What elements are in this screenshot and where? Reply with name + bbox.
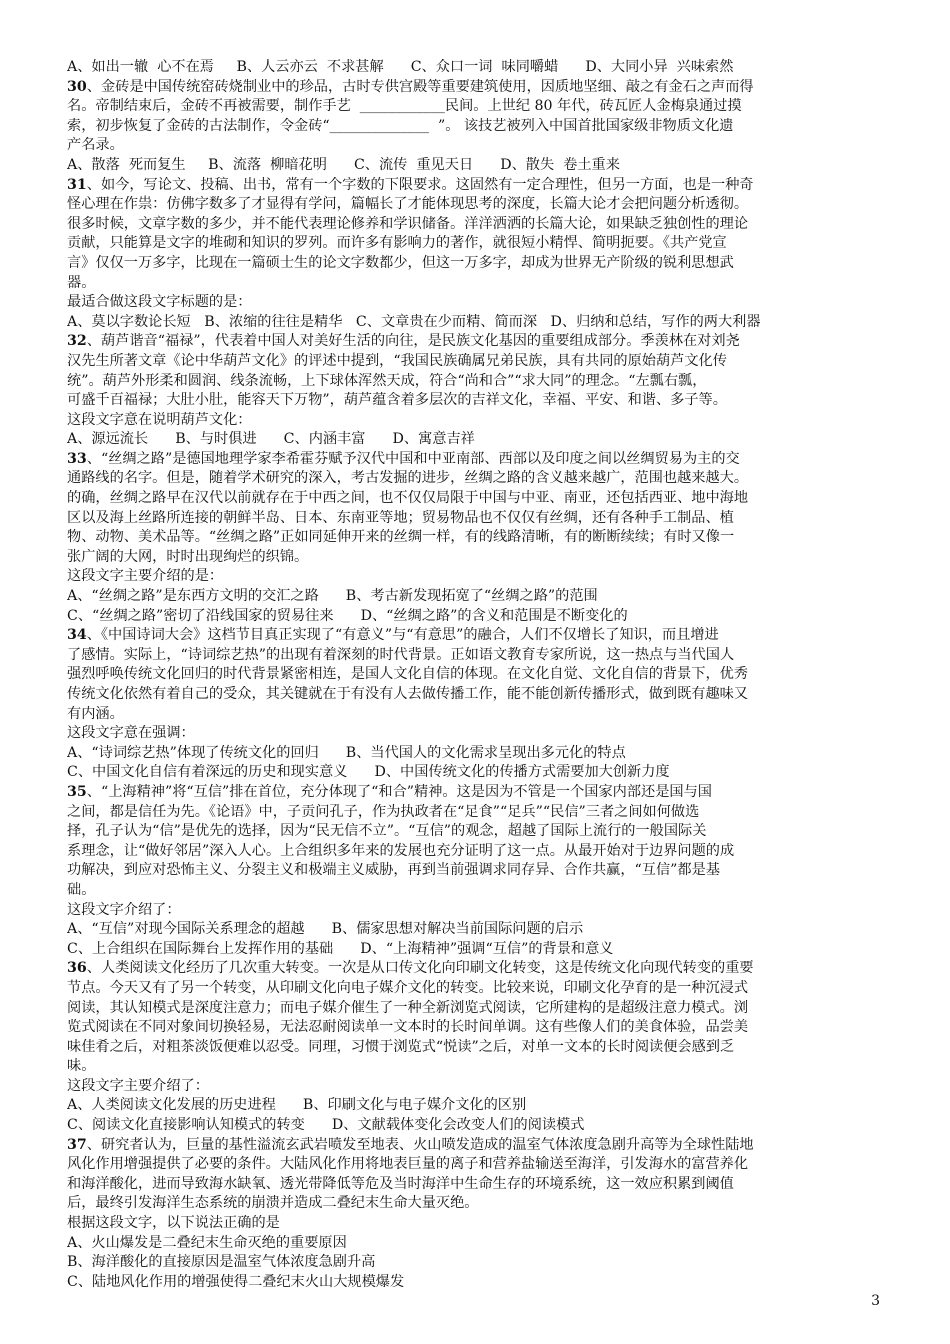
question-35: 35、“上海精神”将“互信”排在首位，充分体现了“和合”精神。这是因为不管是一个国家内部还是国与国 之间，都是信任为先。《论语》中，子贡问孔子，作为执政者在“足食”“足兵”“民信”三者之间如何做选 择，孔子认为“信”是优先的选择，因为“民无信不立”。“互信”的观念，超越了国际上流行的一般国际关 系理念，让“做好邻居”深入人心。上合组织多年来的发展也充分证明了这一点。从最开始对于边界问题的成 功解决，到应对恐怖主义、分裂主义和极端主义威胁，再到当前强调求同存异、合作共赢，“互信”都是基 础。 这段文字介绍了： A、“互信”对现今国际关系理念的超越 B、儒家思想对解决当前国际问题的启示 C、上合组织在国际舞台上发挥作用的基础 D、“上海精神”强调“互信”的背景和意义 <box>67 783 889 959</box>
question-stem: 这段文字意在强调： <box>67 725 195 742</box>
question-stem: 这段文字主要介绍了： <box>67 1077 209 1094</box>
option-line: A、火山爆发是二叠纪末生命灭绝的重要原因 <box>67 1234 347 1251</box>
question-36: 36、人类阅读文化经历了几次重大转变。一次是从口传文化向印刷文化转变，这是传统文化向现代转变的重要 节点。今天又有了另一个转变，从印刷文化向电子媒介文化的转变。比较来说，印刷文化孕育的是一种沉浸式 阅读，其认知模式是深度注意力；而电子媒介催生了一种全新浏览式阅读，它所建构的是超级注意力模式。浏 览式阅读在不同对象间切换轻易，无法忍耐阅读单一文本时的长时间单调。这有些像人们的美食体验，品尝美 味佳肴之后，对粗茶淡饭便难以忍受。同理，习惯于浏览式“悦读”之后，对单一文本的长时阅读便会感到乏 味。 这段文字主要介绍了： A、人类阅读文化发展的历史进程 B、印刷文化与电子媒介文化的区别 C、阅读文化直接影响认知模式的转变 D、文献载体变化会改变人们的阅读模式 <box>67 959 889 1135</box>
option-line: C、上合组织在国际舞台上发挥作用的基础 D、“上海精神”强调“互信”的背景和意义 <box>67 940 614 957</box>
question-number: 31 <box>67 176 87 193</box>
question-33: 33、“丝绸之路”是德国地理学家李希霍芬赋予汉代中国和中亚南部、西部以及印度之间以丝绸贸易为主的交 通路线的名字。但是，随着学术研究的深入，考古发掘的进步，丝绸之路的含义越来越广，范围也越来越大。 的确，丝绸之路早在汉代以前就存在于中西之间，也不仅仅局限于中国与中亚、南亚，还包括西亚、地中海地 区以及海上丝路所连接的朝鲜半岛、日本、东南亚等地；贸易物品也不仅仅有丝绸，还有各种手工制品、植 物、动物、美术品等。“丝绸之路”正如同延伸开来的丝绸一样，有的线路清晰，有的断断续续；有时又像一 张广阔的大网，时时出现绚烂的织锦。 这段文字主要介绍的是： A、“丝绸之路”是东西方文明的交汇之路 B、考古新发现拓宽了“丝绸之路”的范围 C、“丝绸之路”密切了沿线国家的贸易往来 D、“丝绸之路”的含义和范围是不断变化的 <box>67 450 889 626</box>
option-line: C、中国文化自信有着深远的历史和现实意义 D、中国传统文化的传播方式需要加大创新力度 <box>67 764 670 781</box>
option-line: A、“丝绸之路”是东西方文明的交汇之路 B、考古新发现拓宽了“丝绸之路”的范围 <box>67 588 598 605</box>
option-line: A、“诗词综艺热”体现了传统文化的回归 B、当代国人的文化需求呈现出多元化的特点 <box>67 744 626 761</box>
question-stem: 最适合做这段文字标题的是： <box>67 294 252 311</box>
question-content <box>67 58 889 1292</box>
q30-options: A、散落 死而复生 B、流落 柳暗花明 C、流传 重见天日 D、散失 卷土重来 <box>67 156 620 173</box>
question-31: 31、如今，写论文、投稿、出书，常有一个字数的下限要求。这固然有一定合理性，但另一方面，也是一种奇 怪心理在作祟：仿佛字数多了才显得有学问，篇幅长了才能体现思考的深度，长篇大论才会把问题分析透彻。 很多时候，文章字数的多少，并不能代表理论修养和学识储备。洋洋洒洒的长篇大论，如果缺乏独创性的理论 贡献，只能算是文字的堆砌和知识的罗列。而许多有影响力的著作，就很短小精悍、简明扼要。《共产党宣 言》仅仅一万多字，比现在一篇硕士生的论文字数都少，但这一万多字，却成为世界无产阶级的锐利思想武 器。 最适合做这段文字标题的是： A、莫以字数论长短 B、浓缩的往往是精华 C、文章贵在少而精、简而深 D、归纳和总结，写作的两大利器 <box>67 176 889 333</box>
question-number: 32 <box>67 333 87 350</box>
question-stem: 根据这段文字，以下说法正确的是 <box>67 1215 280 1232</box>
q31-options: A、莫以字数论长短 B、浓缩的往往是精华 C、文章贵在少而精、简而深 D、归纳和总结，写作的两大利器 <box>67 313 761 330</box>
question-number: 37 <box>67 1136 87 1153</box>
question-number: 36 <box>67 960 87 977</box>
question-stem: 这段文字意在说明葫芦文化： <box>67 411 252 428</box>
question-30: 30、金砖是中国传统窑砖烧制业中的珍品，古时专供宫殿等重要建筑使用，因质地坚细、敲之有金石之声而得 名。帝制结束后，金砖不再被需要，制作手艺 ____________民间。上世纪 80 年代，砖瓦匠人金梅泉通过摸 索，初步恢复了金砖的古法制作，令金砖“______________ ”。 该技艺被列入中国首批国家级非物质文化遗 产名录。 A、散落 死而复生 B、流落 柳暗花明 C、流传 重见天日 D、散失 卷土重来 <box>67 78 889 176</box>
q29-options: A、如出一辙 心不在焉 B、人云亦云 不求甚解 C、众口一词 味同嚼蜡 D、大同小异 兴味索然 <box>67 59 734 75</box>
option-line: C、“丝绸之路”密切了沿线国家的贸易往来 D、“丝绸之路”的含义和范围是不断变化的 <box>67 607 628 624</box>
option-line: C、陆地风化作用的增强使得二叠纪末火山大规模爆发 <box>67 1273 405 1290</box>
option-line: C、阅读文化直接影响认知模式的转变 D、文献载体变化会改变人们的阅读模式 <box>67 1117 585 1134</box>
question-number: 34 <box>67 627 87 644</box>
q32-options: A、源远流长 B、与时俱进 C、内涵丰富 D、寓意吉祥 <box>67 431 475 448</box>
option-line: B、海洋酸化的直接原因是温室气体浓度急剧升高 <box>67 1254 376 1271</box>
question-32: 32、葫芦谐音“福禄”，代表着中国人对美好生活的向往，是民族文化基因的重要组成部分。季羡林在对刘尧 汉先生所著文章《论中华葫芦文化》的评述中提到，“我国民族确属兄弟民族，具有共同的原始葫芦文化传 统”。葫芦外形柔和圆润、线条流畅，上下球体浑然天成，符合“尚和合”“求大同”的理念。“左瓢右瓢， 可盛千百福禄；大肚小肚，能容天下万物”，葫芦蕴含着多层次的吉祥文化，幸福、平安、和谐、多子等。 这段文字意在说明葫芦文化： A、源远流长 B、与时俱进 C、内涵丰富 D、寓意吉祥 <box>67 332 889 450</box>
option-line: A、“互信”对现今国际关系理念的超越 B、儒家思想对解决当前国际问题的启示 <box>67 921 584 938</box>
question-number: 30 <box>67 78 87 95</box>
page-number: 3 <box>871 1293 880 1309</box>
question-stem: 这段文字介绍了： <box>67 901 181 918</box>
question-number: 33 <box>67 450 87 467</box>
option-line: A、人类阅读文化发展的历史进程 B、印刷文化与电子媒介文化的区别 <box>67 1097 527 1114</box>
question-37: 37、研究者认为，巨量的基性溢流玄武岩喷发至地表、火山喷发造成的温室气体浓度急剧升高等为全球性陆地 风化作用增强提供了必要的条件。大陆风化作用将地表巨量的离子和营养盐输送至海洋，引发海水的富营养化 和海洋酸化，进而导致海水缺氧、透光带降低等危及当时海洋中生命生存的环境系统，这一效应积累到阈值 后，最终引发海洋生态系统的崩溃并造成二叠纪末生命大量灭绝。 根据这段文字，以下说法正确的是 A、火山爆发是二叠纪末生命灭绝的重要原因 B、海洋酸化的直接原因是温室气体浓度急剧升高 C、陆地风化作用的增强使得二叠纪末火山大规模爆发 <box>67 1136 889 1293</box>
question-stem: 这段文字主要介绍的是： <box>67 568 224 585</box>
question-34: 34、《中国诗词大会》这档节目真正实现了“有意义”与“有意思”的融合，人们不仅增长了知识，而且增进 了感情。实际上，“诗词综艺热”的出现有着深刻的时代背景。正如语文教育专家所说，这一热点与当代国人 强烈呼唤传统文化回归的时代背景紧密相连，是国人文化自信的体现。在文化自觉、文化自信的背景下，优秀 传统文化依然有着自己的受众，其关键就在于有没有人去做传播工作，能不能创新传播形式，做到既有趣味又 有内涵。 这段文字意在强调： A、“诗词综艺热”体现了传统文化的回归 B、当代国人的文化需求呈现出多元化的特点 C、中国文化自信有着深远的历史和现实意义 D、中国传统文化的传播方式需要加大创新力度 <box>67 626 889 783</box>
question-number: 35 <box>67 783 87 800</box>
